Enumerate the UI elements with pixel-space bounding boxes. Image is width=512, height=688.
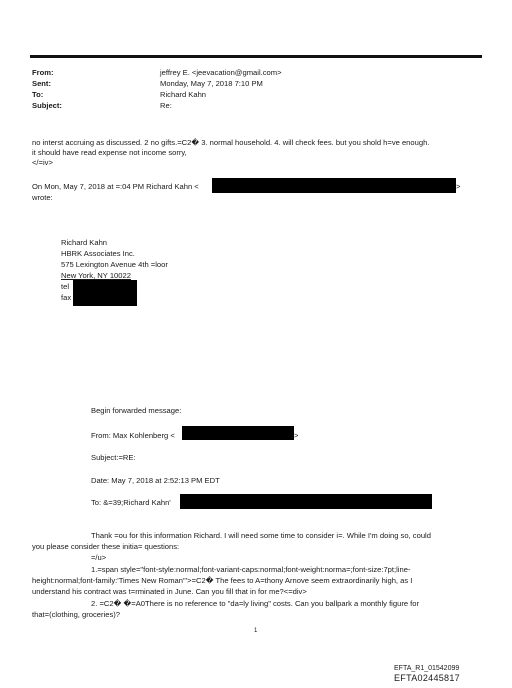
message-p3b: height:normal;font-family:'Times New Roman'">=C2� The fees to A=thony Arnove seem extraordinarily high, as I	[32, 576, 413, 585]
body-line-1: no interst accruing as discussed. 2 no gifts.=C2� 3. normal household. 4. will check fees. but you shold h=ve enough.	[32, 138, 430, 147]
header-rule	[30, 55, 482, 58]
signature-fax: fax	[61, 293, 72, 302]
subject-label: Subject:	[32, 101, 62, 110]
message-p3a: 1.=span style="font-style:normal;font-variant-caps:normal;font-weight:norma=;font-size:7pt;line-	[91, 565, 411, 574]
message-p3c: understand his contract was t=rminated in June. Can you fill that in for me?<=div>	[32, 587, 307, 596]
message-p4b: that=(clothing, groceries)?	[32, 610, 121, 619]
signature-address: 575 Lexington Avenue 4th =loor	[61, 260, 168, 269]
message-p1a: Thank =ou for this information Richard. I will need some time to consider i=. While I'm doing so, could	[91, 531, 431, 540]
forwarded-subject: Subject:=RE:	[91, 453, 136, 462]
quote-wrote: wrote:	[32, 193, 53, 202]
to-value: Richard Kahn	[160, 90, 207, 99]
from-value: jeffrey E. <jeevacation@gmail.com>	[160, 68, 282, 77]
from-label: From:	[32, 68, 54, 77]
subject-value: Re:	[160, 101, 172, 110]
redaction-phone	[73, 280, 137, 306]
sent-value: Monday, May 7, 2018 7:10 PM	[160, 79, 263, 88]
redaction-email-1	[212, 178, 456, 193]
message-p2: =/u>	[91, 553, 107, 562]
forwarded-date: Date: May 7, 2018 at 2:52:13 PM EDT	[91, 476, 220, 485]
redaction-email-3	[180, 494, 432, 509]
bates-number-1: EFTA_R1_01542099	[394, 665, 460, 672]
forwarded-from-end: >	[294, 431, 299, 440]
forwarded-from: From: Max Kohlenberg <	[91, 431, 175, 440]
bates-number-2: EFTA02445817	[394, 673, 460, 683]
page-number: 1	[254, 628, 258, 634]
signature-company: HBRK Associates Inc.	[61, 249, 135, 258]
message-p1b: you please consider these initia= questions:	[32, 542, 180, 551]
signature-name: Richard Kahn	[61, 238, 108, 247]
message-p4a: 2. =C2� �=A0There is no reference to "da=ly living" costs. Can you ballpark a monthly figure for	[91, 599, 420, 608]
forwarded-to: To: &=39;Richard Kahn'	[91, 498, 171, 507]
forwarded-intro: Begin forwarded message:	[91, 406, 182, 415]
signature-city: New York, NY 10022	[61, 271, 131, 280]
body-line-2: it should have read expense not income sorry,	[32, 148, 187, 157]
body-line-3: </=iv>	[32, 158, 53, 167]
sent-label: Sent:	[32, 79, 51, 88]
quote-header: On Mon, May 7, 2018 at =:04 PM Richard Kahn <	[32, 182, 199, 191]
quote-header-end: >	[456, 182, 461, 191]
signature-tel: tel	[61, 282, 70, 291]
to-label: To:	[32, 90, 44, 99]
redaction-email-2	[182, 426, 294, 440]
